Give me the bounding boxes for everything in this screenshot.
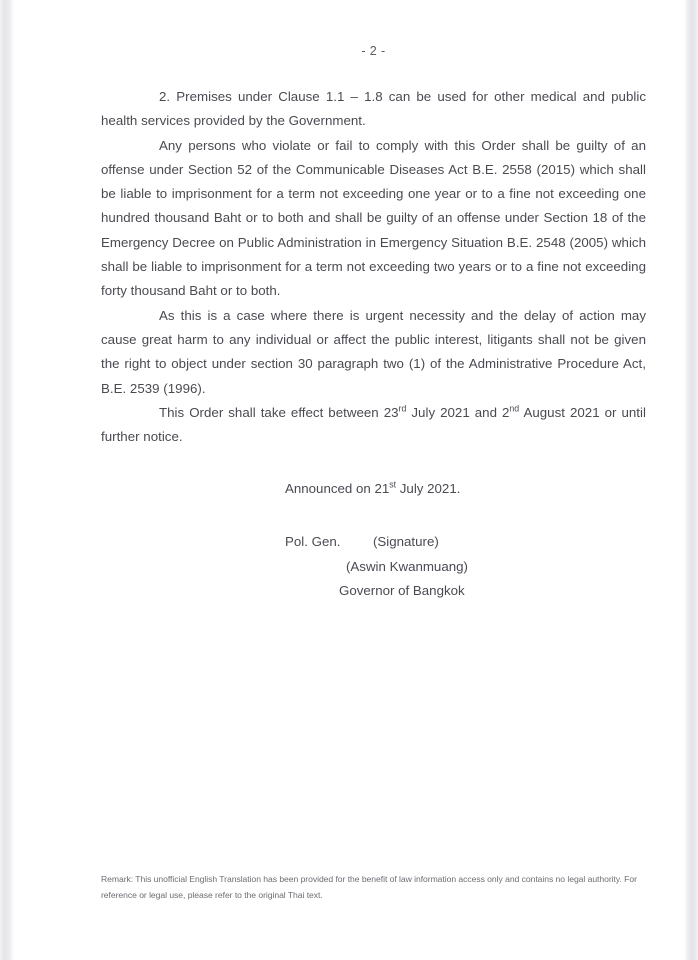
signature-rank: Pol. Gen.: [285, 534, 341, 550]
translation-remark: Remark: This unofficial English Translation has been provided for the benefit of law information access only and contains no legal authority. For reference or legal use, please refer to the original Thai text.: [101, 874, 637, 900]
announcement-suffix: July 2021.: [396, 481, 461, 497]
document-page: [14, 0, 684, 960]
signature-rank-row: [101, 530, 646, 555]
paragraph-clause-2: 2. Premises under Clause 1.1 – 1.8 can be used for other medical and public health services provided by the Government.: [101, 89, 646, 129]
effective-end-day-suffix: nd: [509, 403, 520, 414]
paragraph-urgency: As this is a case where there is urgent necessity and the delay of action may cause great harm to any individual or affect the public interest, litigants shall not be given the right to object under section 30 paragraph two (1) of the Administrative Procedure Act, B.E. 2539 (1996).: [101, 307, 646, 396]
effective-end-day: 2: [501, 404, 510, 420]
page-right-edge-shadow: [684, 0, 698, 960]
announcement-line: [101, 477, 646, 501]
signature-placeholder: (Signature): [373, 534, 439, 550]
signature-block: [101, 530, 646, 604]
announcement-day: 21: [374, 481, 390, 497]
effective-tail: August 2021 or until further notice.: [101, 404, 646, 445]
effective-middle: July 2021 and: [406, 404, 502, 420]
announcement-day-suffix: st: [389, 480, 397, 491]
document-content: [101, 0, 646, 604]
effective-lead: This Order shall take effect between: [159, 404, 384, 420]
page-left-edge-shadow: [0, 0, 14, 960]
signatory-title: Governor of Bangkok: [339, 583, 465, 599]
effective-start-day-suffix: rd: [398, 403, 407, 414]
paragraph-penalties: Any persons who violate or fail to comply with this Order shall be guilty of an offense under Section 52 of the Communicable Diseases Act B.E. 2558 (2015) which shall be liable to imprisonment for a term not exceeding one year or to a fine not exceeding one hundred thousand Baht or to both and shall be guilty of an offense under Section 18 of the Emergency Decree on Public Administration in Emergency Situation B.E. 2548 (2005) which shall be liable to imprisonment for a term not exceeding two years or to a fine not exceeding forty thousand Baht or to both.: [101, 137, 646, 299]
document-body: [101, 85, 646, 449]
announcement-prefix: Announced on: [285, 481, 375, 497]
page-number: - 2 -: [361, 44, 386, 58]
effective-start-day: 23: [383, 404, 399, 420]
paragraph-effective-period: [101, 401, 646, 450]
signatory-name: (Aswin Kwanmuang): [346, 558, 468, 574]
